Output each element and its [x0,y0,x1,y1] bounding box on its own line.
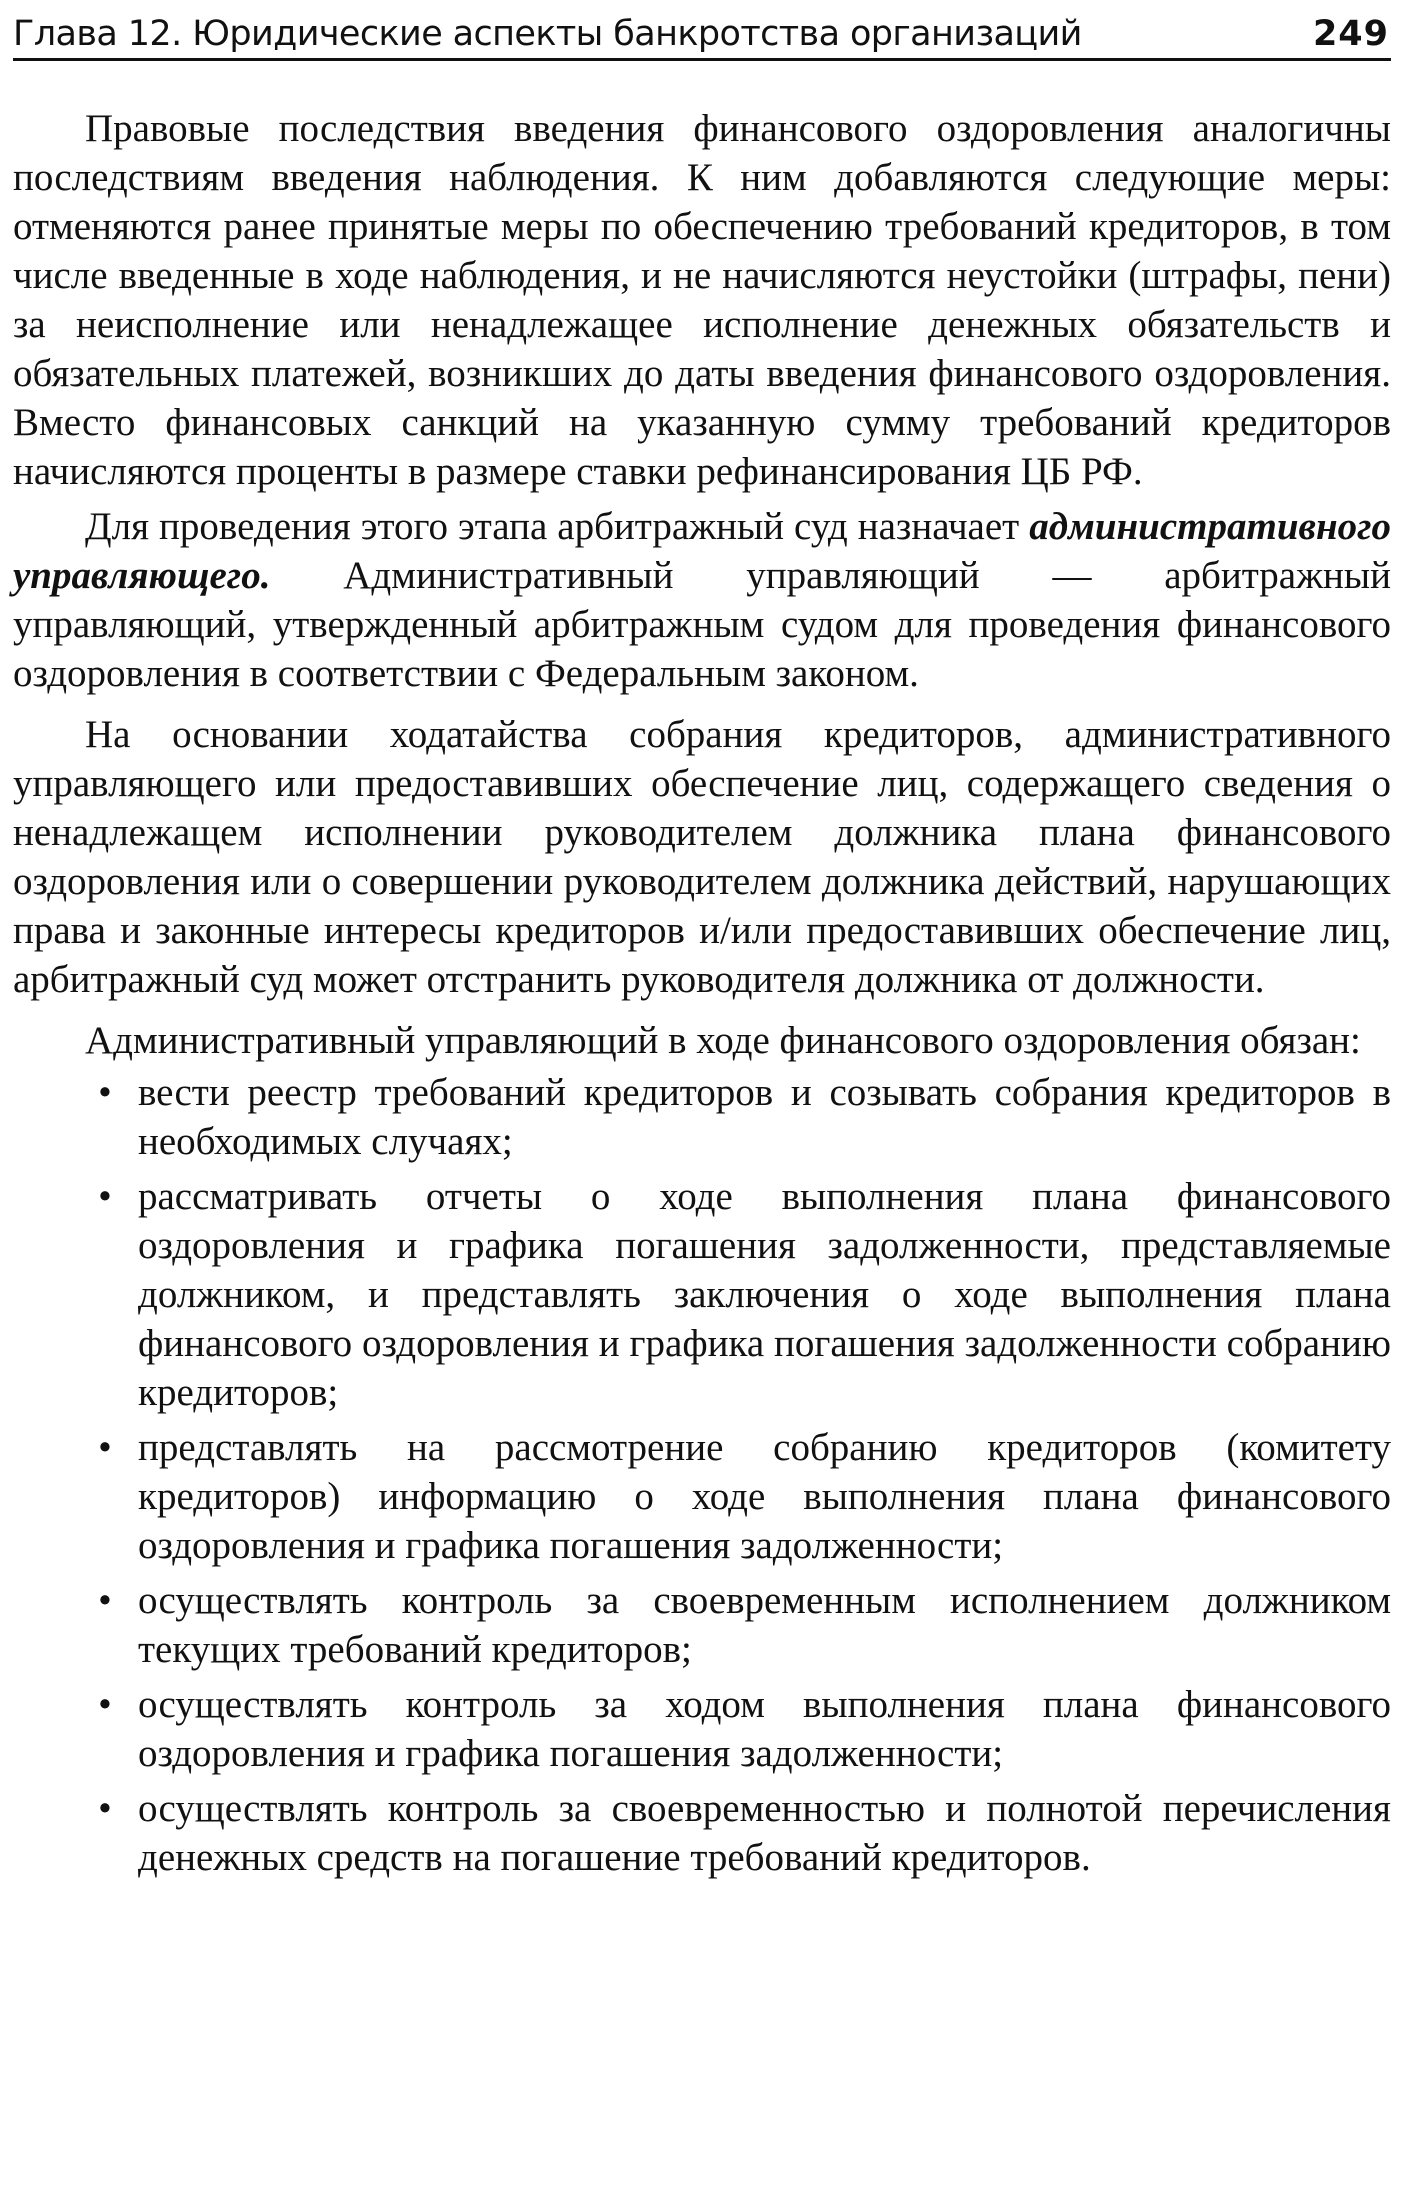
book-page [13,0,1391,2202]
list-item [13,1068,1391,1166]
paragraph-rest-text: Административный управляющий — арбитражный управляющий, утвержденный арбитражным судом для проведения финансового оздоровления в соответствии с Федеральным законом. [13,554,1391,695]
list-item [13,1576,1391,1674]
list-item-text: рассматривать отчеты о ходе выполнения плана финансового оздоровления и графика погашения задолженности, представляемые должником, и представлять заключения о ходе выполнения плана финансового оздоровления и графика погашения задолженности собранию кредиторов; [138,1175,1391,1414]
bullet-icon: • [98,1787,112,1830]
list-item [13,1423,1391,1570]
list-item-text: вести реестр требований кредиторов и созывать собрания кредиторов в необходимых случаях; [138,1071,1391,1163]
list-item [13,1172,1391,1417]
bullet-icon: • [98,1579,112,1622]
bullet-icon: • [98,1683,112,1726]
paragraph-consequences: Правовые последствия введения финансового оздоровления аналогичны последствиям введения наблюдения. К ним добавляются следующие меры: отменяются ранее принятые меры по обеспечению требований кредиторов, в том числе введенные в ходе наблюдения, и не начисляются неустойки (штрафы, пени) за неисполнение или ненадлежащее исполнение денежных обязательств и обязательных платежей, возникших до даты введения финансового оздоровления. Вместо финансовых санкций на указанную сумму требований кредиторов начисляются проценты в размере ставки рефинансирования ЦБ РФ. [13,107,1391,493]
list-item [13,1680,1391,1778]
paragraph-administrative-manager [13,502,1391,698]
bullet-icon: • [98,1426,112,1469]
list-item-text: осуществлять контроль за ходом выполнения плана финансового оздоровления и графика погашения задолженности; [138,1683,1391,1775]
running-header [13,14,1391,61]
emphasized-term: административного управляющего. [13,505,1391,597]
paragraph-dismissal: На основании ходатайства собрания кредиторов, административного управляющего или предоставивших обеспечение лиц, содержащего сведения о ненадлежащем исполнении руководителем должника плана финансового оздоровления или о совершении руководителем должника действий, нарушающих права и законные интересы кредиторов и/или предоставивших обеспечение лиц, арбитражный суд может отстранить руководителя должника от должности. [13,713,1391,1001]
list-item-text: представлять на рассмотрение собранию кредиторов (комитету кредиторов) информацию о ходе выполнения плана финансового оздоровления и графика погашения задолженности; [138,1426,1391,1567]
page-number: 249 [1312,14,1389,54]
paragraph-lead-text: Для проведения этого этапа арбитражный суд назначает [85,505,1030,548]
chapter-title: Глава 12. Юридические аспекты банкротства организаций [13,14,1082,54]
body-text [13,104,1391,1888]
list-item-text: осуществлять контроль за своевременным исполнением должником текущих требований кредиторов; [138,1579,1391,1671]
list-item-text: осуществлять контроль за своевременностью и полнотой перечисления денежных средств на погашение требований кредиторов. [138,1787,1391,1879]
duties-list [13,1068,1391,1882]
list-item [13,1784,1391,1882]
paragraph-duties-intro: Административный управляющий в ходе финансового оздоровления обязан: [85,1019,1361,1062]
bullet-icon: • [98,1071,112,1114]
bullet-icon: • [98,1175,112,1218]
